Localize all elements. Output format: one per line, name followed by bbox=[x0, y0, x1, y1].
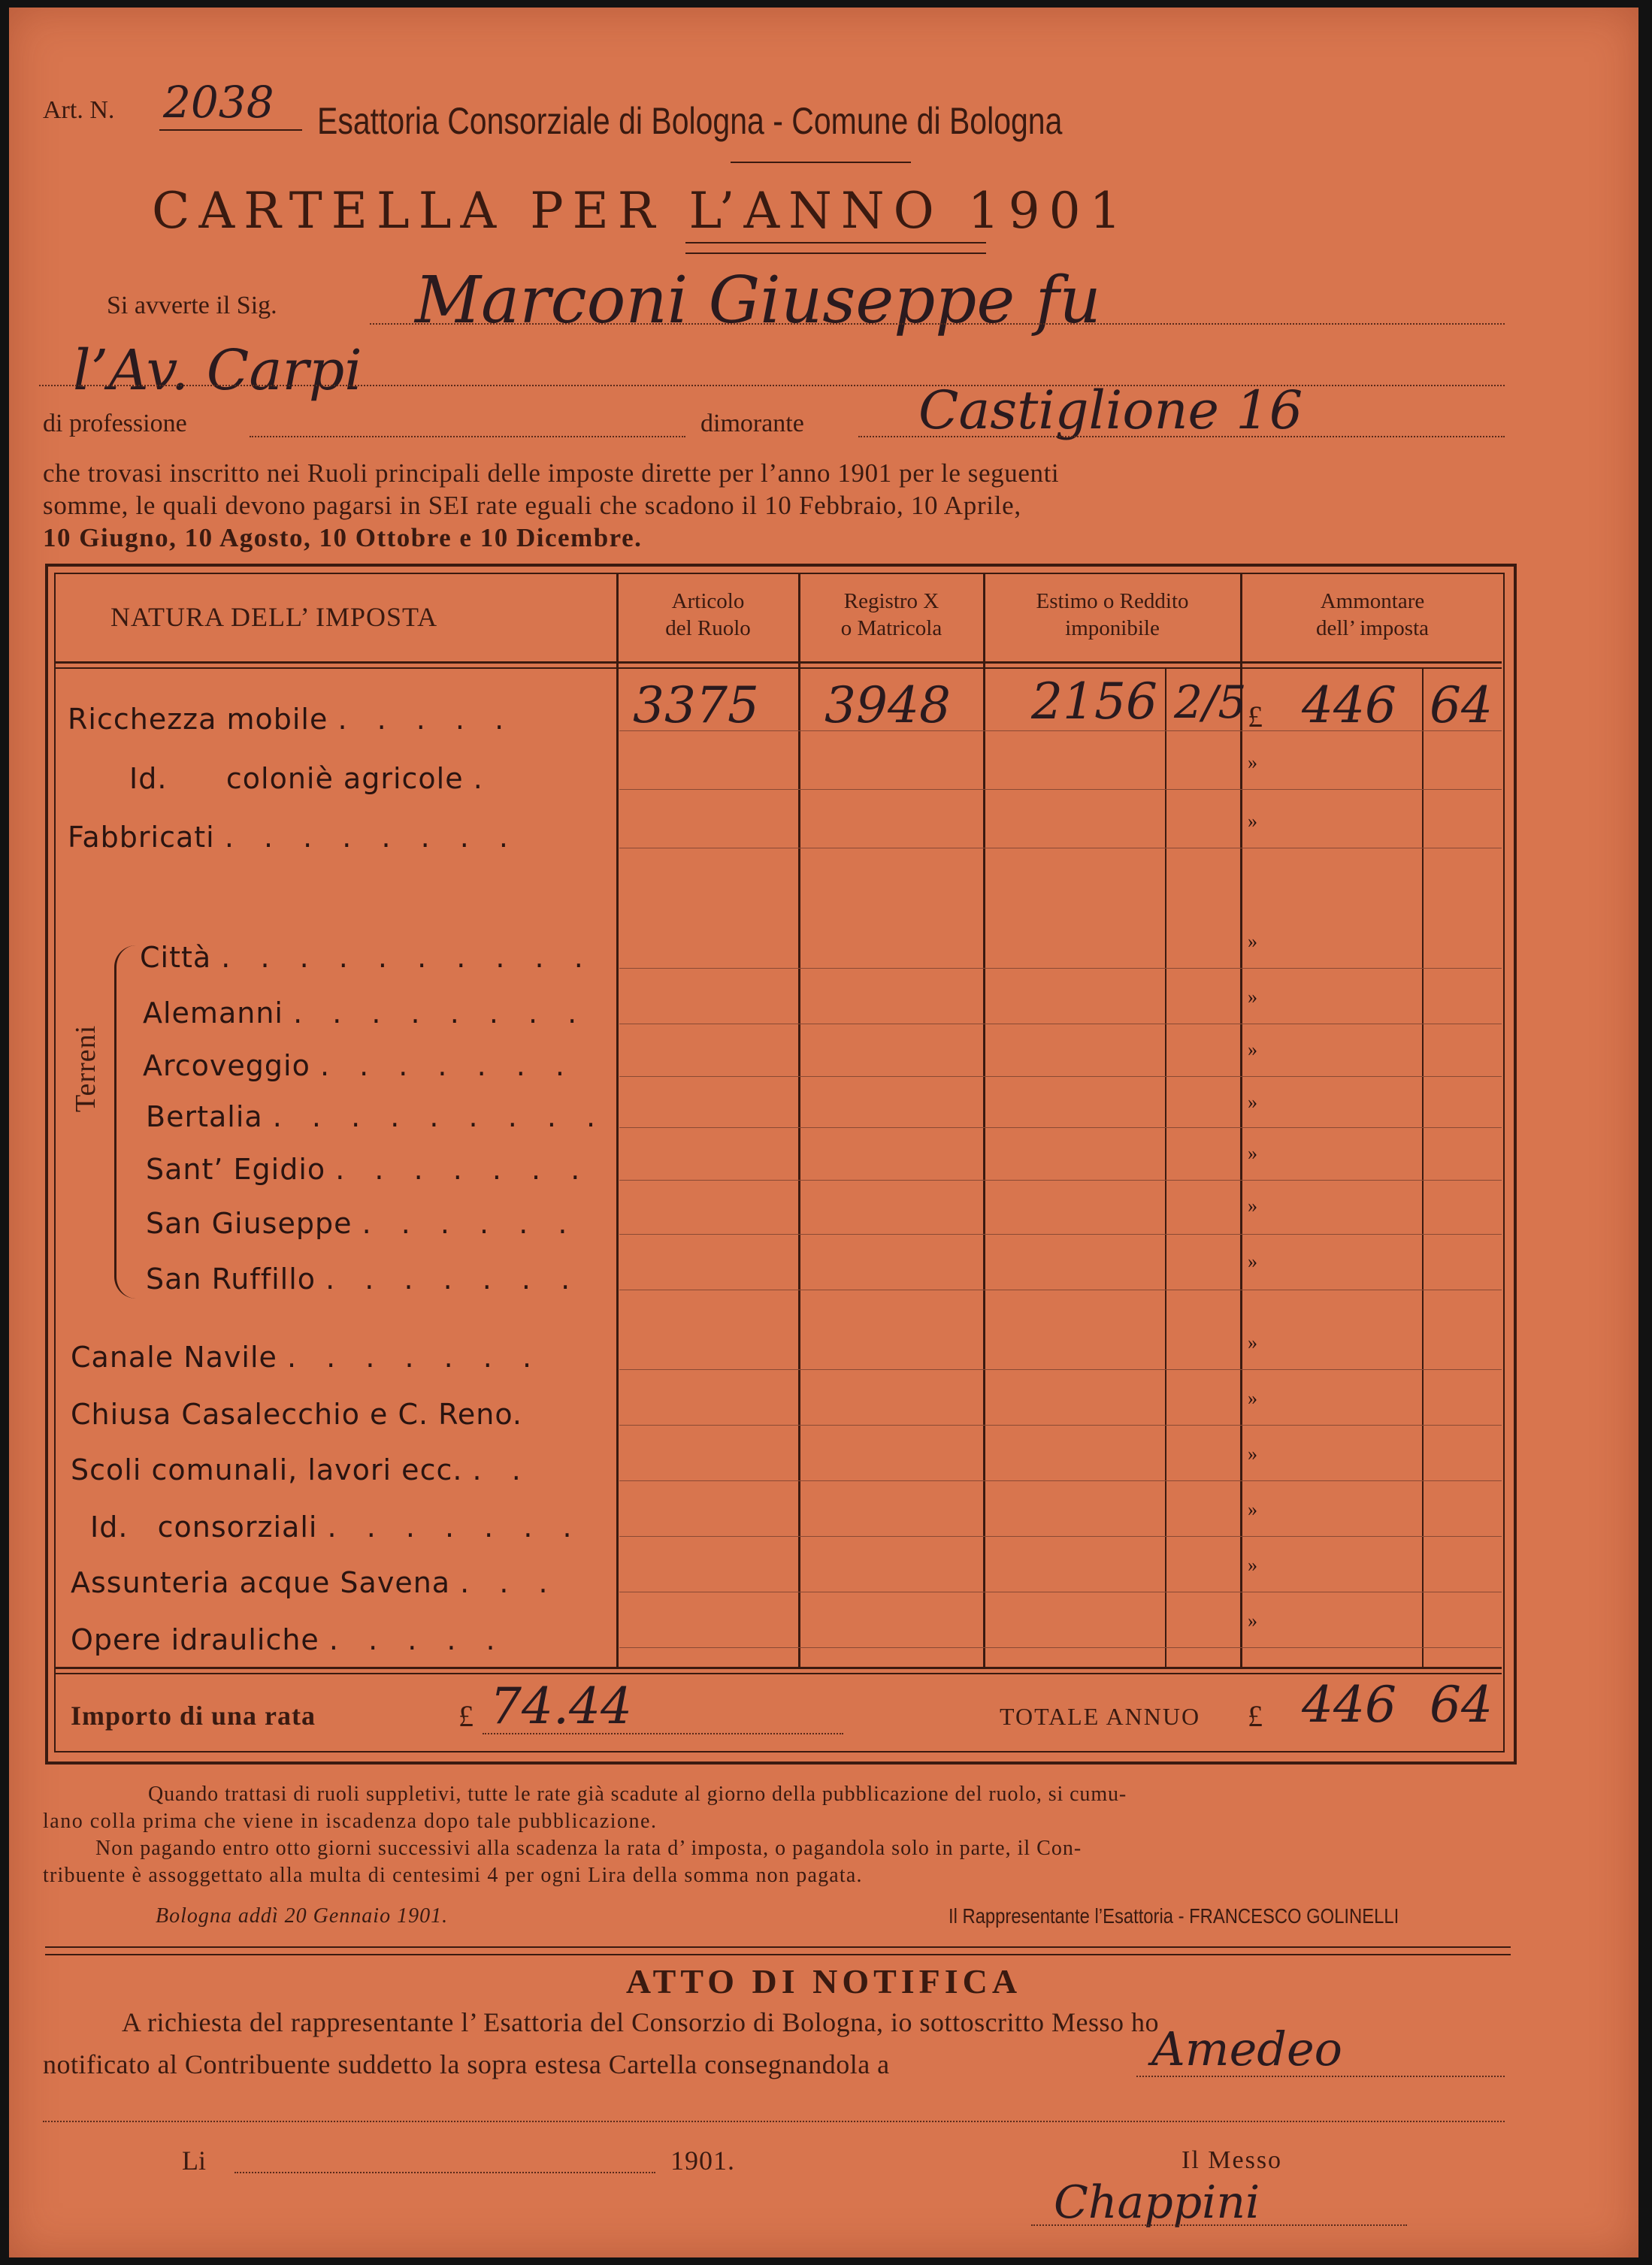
ditto-mark: » bbox=[1248, 1195, 1257, 1217]
header-articolo-l2: del Ruolo bbox=[665, 616, 751, 640]
header-ammontare-l2: dell’ imposta bbox=[1315, 616, 1430, 640]
row-label-text: Id. coloniè agricole bbox=[129, 762, 464, 795]
header-natura: NATURA DELL’ IMPOSTA bbox=[110, 602, 438, 632]
row-rule bbox=[619, 1425, 1502, 1426]
value-estimo: 2156 bbox=[1031, 673, 1157, 730]
art-label: Art. N. bbox=[43, 96, 115, 124]
row-label-text: San Giuseppe bbox=[146, 1207, 352, 1240]
li-label: Li bbox=[182, 2146, 206, 2176]
row-label-text: Assunteria acque Savena bbox=[71, 1566, 451, 1599]
ditto-mark: » bbox=[1248, 1091, 1257, 1113]
residence-label: dimorante bbox=[700, 410, 804, 437]
intro-line-3: 10 Giugno, 10 Agosto, 10 Ottobre e 10 Dicembre. bbox=[43, 523, 643, 552]
row-label-text: Scoli comunali, lavori ecc. bbox=[71, 1453, 463, 1486]
representative: Il Rappresentante l’Esattoria - FRANCESCO GOLINELLI bbox=[949, 1904, 1399, 1928]
footer-rule-bottom bbox=[54, 1673, 1502, 1674]
row-leader-dots: . . . . . . . bbox=[325, 1263, 581, 1296]
footer-rule-top bbox=[54, 1667, 1502, 1669]
col-divider-cents-1 bbox=[1165, 669, 1166, 1668]
terreni-bracket bbox=[114, 945, 136, 1299]
recipient-line bbox=[1136, 2076, 1505, 2077]
notification-line-1: A richiesta del rappresentante l’ Esattoria del Consorzio di Bologna, io sottoscritto Messo ho bbox=[122, 2007, 1160, 2037]
row-rule bbox=[619, 968, 1502, 969]
header-estimo bbox=[986, 588, 1239, 642]
row-label-text: Chiusa Casalecchio e C. Reno. bbox=[71, 1398, 522, 1431]
terreni-label: Terreni bbox=[70, 1024, 101, 1112]
row-label-text: Bertalia bbox=[146, 1100, 263, 1133]
col-divider-1 bbox=[616, 573, 619, 1668]
profession-line bbox=[250, 436, 685, 437]
row-citta bbox=[140, 941, 594, 974]
row-rule bbox=[619, 789, 1502, 790]
header-rule bbox=[731, 162, 911, 163]
row-label-text: Fabbricati bbox=[68, 821, 215, 854]
row-ricchezza-mobile bbox=[68, 703, 514, 736]
row-leader-dots: . . . . . . . . . . bbox=[221, 941, 594, 974]
value-estimo-cents: 2/5 bbox=[1174, 676, 1247, 729]
row-leader-dots: . . bbox=[472, 1453, 531, 1486]
ditto-mark: » bbox=[1248, 1387, 1257, 1409]
col-divider-3 bbox=[983, 573, 985, 1668]
row-id-consorziali bbox=[90, 1511, 582, 1544]
value-registro: 3948 bbox=[824, 676, 951, 734]
ditto-mark: » bbox=[1248, 930, 1257, 952]
residence-value: Castiglione 16 bbox=[918, 380, 1303, 441]
messo-signature: Chappini bbox=[1054, 2176, 1260, 2229]
lira-symbol: £ bbox=[1248, 700, 1263, 733]
intro-line-1: che trovasi inscritto nei Ruoli principali delle imposte dirette per l’anno 1901 per le seguenti bbox=[43, 458, 1060, 488]
profession-label: di professione bbox=[43, 410, 187, 437]
totale-value: 446 bbox=[1302, 1676, 1396, 1734]
header-rule-top bbox=[54, 661, 1502, 664]
header-estimo-l1: Estimo o Reddito bbox=[1036, 589, 1189, 613]
header-registro bbox=[801, 588, 982, 642]
totale-cents: 64 bbox=[1430, 1676, 1493, 1734]
col-divider-4 bbox=[1240, 573, 1242, 1668]
taxpayer-name: Marconi Giuseppe fu bbox=[415, 263, 1101, 338]
row-leader-dots: . . . . . . . . bbox=[293, 996, 588, 1030]
notification-rule-bottom bbox=[45, 1954, 1511, 1955]
row-bertalia bbox=[146, 1100, 606, 1133]
col-divider-2 bbox=[798, 573, 800, 1668]
name-line bbox=[370, 323, 1505, 325]
rata-lira-symbol: £ bbox=[458, 1699, 474, 1733]
ditto-mark: » bbox=[1248, 1443, 1257, 1465]
row-label-text: Sant’ Egidio bbox=[146, 1153, 326, 1186]
row-rule bbox=[619, 1180, 1502, 1181]
note-1a: Quando trattasi di ruoli suppletivi, tutte le rate già scadute al giorno della pubblicazione del ruolo, si cumu- bbox=[148, 1783, 1127, 1806]
row-san-giuseppe bbox=[146, 1207, 577, 1240]
row-leader-dots: . . . . . . bbox=[362, 1207, 578, 1240]
rata-line bbox=[483, 1733, 843, 1734]
ditto-mark: » bbox=[1248, 1610, 1257, 1631]
row-scoli-comunali bbox=[71, 1453, 531, 1486]
header-articolo bbox=[619, 588, 797, 642]
title-ornament bbox=[685, 242, 986, 254]
row-label-text: Canale Navile bbox=[71, 1341, 277, 1374]
row-label-text: Città bbox=[140, 941, 212, 974]
value-ammontare: 446 bbox=[1302, 676, 1396, 734]
row-rule bbox=[619, 1369, 1502, 1370]
notification-year: 1901. bbox=[670, 2146, 735, 2176]
row-leader-dots: . . . . . . . bbox=[327, 1511, 582, 1544]
header-registro-l1: Registro X bbox=[843, 589, 939, 613]
ditto-mark: » bbox=[1248, 810, 1257, 832]
notification-title: ATTO DI NOTIFICA bbox=[625, 1962, 1022, 2000]
art-number: 2038 bbox=[163, 77, 274, 128]
ditto-mark: » bbox=[1248, 1554, 1257, 1576]
row-rule bbox=[619, 1127, 1502, 1128]
notification-rule-top bbox=[45, 1946, 1511, 1948]
row-rule bbox=[619, 1234, 1502, 1235]
blank-line bbox=[43, 2121, 1505, 2122]
row-leader-dots: . . . . . bbox=[328, 1623, 506, 1656]
row-san-ruffillo bbox=[146, 1263, 580, 1296]
note-2b: tribuente è assoggettato alla multa di centesimi 4 per ogni Lira della somma non pagata. bbox=[43, 1864, 863, 1887]
row-leader-dots: . bbox=[473, 762, 493, 795]
totale-lira-symbol: £ bbox=[1248, 1699, 1263, 1733]
office-title: Esattoria Consorziale di Bologna - Comune di Bologna bbox=[317, 100, 1063, 142]
tax-bill-sheet bbox=[9, 8, 1638, 2257]
note-1b: lano colla prima che viene in iscadenza dopo tale pubblicazione. bbox=[43, 1810, 658, 1833]
col-divider-cents-2 bbox=[1422, 669, 1424, 1668]
row-leader-dots: . . . . . . . . bbox=[224, 821, 519, 854]
row-sant-egidio bbox=[146, 1153, 590, 1186]
intro-line-2: somme, le quali devono pagarsi in SEI rate eguali che scadono il 10 Febbraio, 10 Aprile, bbox=[43, 491, 1021, 520]
row-rule bbox=[619, 1480, 1502, 1481]
row-leader-dots: . . . . . . . bbox=[287, 1341, 543, 1374]
row-leader-dots: . . . bbox=[460, 1566, 558, 1599]
document-title: CARTELLA PER L’ANNO 1901 bbox=[152, 182, 1130, 240]
ditto-mark: » bbox=[1248, 751, 1257, 773]
ditto-mark: » bbox=[1248, 1332, 1257, 1353]
row-alemanni bbox=[143, 996, 587, 1030]
row-assunteria-savena bbox=[71, 1566, 558, 1599]
row-leader-dots: . . . . . . . bbox=[319, 1049, 575, 1082]
ditto-mark: » bbox=[1248, 1039, 1257, 1060]
ditto-mark: » bbox=[1248, 1142, 1257, 1164]
row-label-text: Ricchezza mobile bbox=[68, 703, 328, 736]
note-2a: Non pagando entro otto giorni successivi alla scadenza la rata d’ imposta, o pagandola solo in parte, il Con- bbox=[95, 1837, 1082, 1860]
header-ammontare bbox=[1243, 588, 1502, 642]
row-rule bbox=[619, 1536, 1502, 1537]
row-label-text: Alemanni bbox=[143, 996, 283, 1030]
ditto-mark: » bbox=[1248, 1498, 1257, 1520]
header-estimo-l2: imponibile bbox=[1065, 616, 1160, 640]
ditto-mark: » bbox=[1248, 986, 1257, 1008]
signature-line bbox=[1031, 2224, 1407, 2226]
header-ammontare-l1: Ammontare bbox=[1320, 589, 1425, 613]
residence-line bbox=[858, 436, 1505, 437]
header-rule-bottom bbox=[54, 667, 1502, 669]
row-label-text: Opere idrauliche bbox=[71, 1623, 319, 1656]
notification-recipient: Amedeo bbox=[1151, 2022, 1342, 2076]
li-line bbox=[234, 2172, 655, 2173]
value-ammontare-cents: 64 bbox=[1430, 676, 1493, 734]
row-leader-dots: . . . . . . . . . bbox=[272, 1100, 607, 1133]
sig-label: Si avverte il Sig. bbox=[107, 292, 277, 319]
row-label-text: Id. consorziali bbox=[90, 1511, 318, 1544]
date-place: Bologna addì 20 Gennaio 1901. bbox=[156, 1904, 449, 1928]
row-canale-navile bbox=[71, 1341, 542, 1374]
ditto-mark: » bbox=[1248, 1250, 1257, 1272]
row-label-text: San Ruffillo bbox=[146, 1263, 316, 1296]
row-colonie-agricole bbox=[129, 762, 493, 795]
row-label-text: Arcoveggio bbox=[143, 1049, 310, 1082]
row-leader-dots: . . . . . bbox=[337, 703, 515, 736]
messo-label: Il Messo bbox=[1182, 2146, 1283, 2174]
taxpayer-name-cont: l’Av. Carpi bbox=[73, 338, 362, 403]
rata-value: 74.44 bbox=[490, 1677, 632, 1735]
art-number-underline bbox=[159, 129, 302, 131]
header-articolo-l1: Articolo bbox=[671, 589, 745, 613]
value-articolo: 3375 bbox=[633, 676, 759, 734]
row-arcoveggio bbox=[143, 1049, 575, 1082]
row-opere-idrauliche bbox=[71, 1623, 506, 1656]
notification-line-2: notificato al Contribuente suddetto la sopra estesa Cartella consegnandola a bbox=[43, 2049, 890, 2079]
header-registro-l2: o Matricola bbox=[840, 616, 942, 640]
totale-label: TOTALE ANNUO bbox=[1000, 1703, 1201, 1730]
row-rule bbox=[619, 1647, 1502, 1648]
row-leader-dots: . . . . . . . bbox=[335, 1153, 591, 1186]
rata-label: Importo di una rata bbox=[71, 1701, 316, 1731]
row-fabbricati bbox=[68, 821, 519, 854]
row-chiusa-casalecchio bbox=[71, 1398, 522, 1431]
row-rule bbox=[619, 1076, 1502, 1077]
